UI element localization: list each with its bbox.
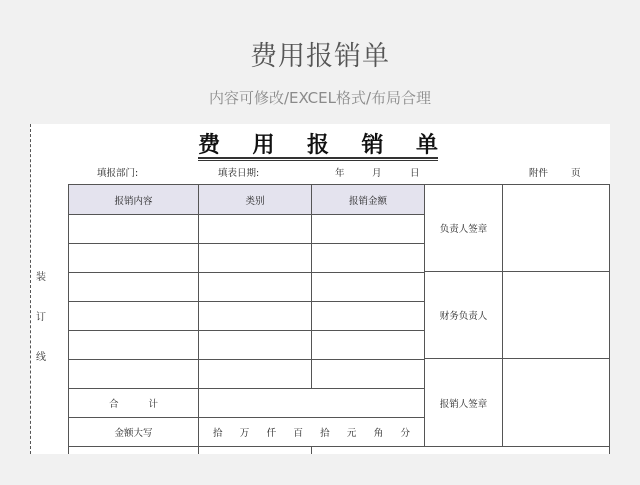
finance-manager-label: 财务负责人 — [424, 271, 502, 358]
amount-unit: 分 — [400, 428, 410, 439]
department-label: 填报部门: — [97, 168, 139, 179]
claimant-signature-field[interactable] — [502, 358, 610, 446]
content-cell[interactable] — [68, 330, 198, 359]
total-label — [68, 388, 198, 417]
form-title-char: 费 — [198, 132, 221, 158]
header-category: 类别 — [198, 184, 311, 214]
amount-words-units[interactable] — [198, 417, 424, 446]
binding-char-2: 订 — [36, 312, 46, 323]
total-value-cell[interactable] — [198, 388, 424, 417]
content-cell[interactable] — [68, 446, 198, 454]
content-cell[interactable] — [68, 214, 198, 243]
header-amount: 报销金额 — [311, 184, 424, 214]
expense-form-sheet — [30, 124, 610, 454]
amount-cell[interactable] — [311, 301, 424, 330]
content-cell[interactable] — [68, 272, 198, 301]
amount-cell[interactable] — [311, 272, 424, 301]
promo-title: 费用报销单 — [250, 41, 390, 72]
page-unit-label: 页 — [571, 168, 581, 179]
month-label: 月 — [372, 168, 382, 179]
binding-char-1: 装 — [36, 272, 46, 283]
total-label-char: 计 — [148, 399, 158, 410]
form-title-char: 报 — [306, 132, 329, 158]
category-cell[interactable] — [198, 272, 311, 301]
total-label-char: 合 — [109, 399, 119, 410]
content-cell[interactable] — [68, 301, 198, 330]
amount-unit: 拾 — [320, 428, 330, 439]
category-cell[interactable] — [198, 301, 311, 330]
category-cell[interactable] — [198, 243, 311, 272]
amount-cell[interactable] — [311, 330, 424, 359]
title-underline-thin — [198, 160, 438, 161]
category-cell[interactable] — [198, 359, 311, 388]
amount-cell[interactable] — [311, 243, 424, 272]
amount-cell[interactable] — [311, 359, 424, 388]
finance-manager-field[interactable] — [502, 271, 610, 358]
promo-subtitle: 内容可修改/EXCEL格式/布局合理 — [208, 89, 432, 107]
category-cell[interactable] — [198, 214, 311, 243]
manager-signature-label: 负责人签章 — [424, 184, 502, 271]
date-label: 填表日期: — [218, 168, 260, 179]
amount-unit: 万 — [239, 428, 250, 439]
amount-unit: 拾 — [213, 428, 223, 439]
amount-cell[interactable] — [311, 214, 424, 243]
form-title — [198, 130, 438, 156]
binding-line — [30, 124, 31, 454]
amount-unit: 仟 — [266, 428, 277, 439]
amount-unit: 元 — [346, 428, 357, 439]
amount-unit: 百 — [293, 428, 303, 439]
form-title-char: 单 — [415, 132, 438, 158]
category-cell[interactable] — [198, 446, 311, 454]
amount-unit: 角 — [373, 428, 384, 439]
claimant-signature-label: 报销人签章 — [424, 358, 502, 446]
manager-signature-field[interactable] — [502, 184, 610, 271]
form-title-char: 销 — [361, 132, 384, 158]
attachment-label: 附件 — [529, 168, 549, 179]
header-content: 报销内容 — [68, 184, 198, 214]
form-title-char: 用 — [252, 132, 275, 158]
content-cell[interactable] — [68, 359, 198, 388]
title-underline — [198, 157, 438, 159]
amount-words-label: 金额大写 — [68, 417, 198, 446]
year-label: 年 — [335, 168, 345, 179]
content-cell[interactable] — [68, 243, 198, 272]
category-cell[interactable] — [198, 330, 311, 359]
binding-char-3: 线 — [36, 352, 46, 363]
footer-cell[interactable] — [311, 446, 610, 454]
day-label: 日 — [410, 168, 420, 179]
